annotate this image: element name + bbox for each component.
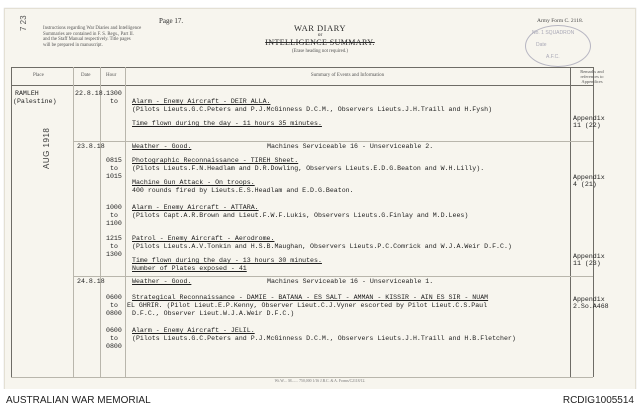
entry3-machines: Machines Serviceable 16 - Unserviceable 1.	[267, 278, 434, 285]
entry1-hour: 1300	[106, 90, 122, 97]
form-printer-line: Wt.W.... M....... 750,000 1/16 J.B.C. & A. Forms/C2118/12.	[274, 379, 366, 383]
stamp-line-2: Date	[536, 42, 547, 48]
entry3-hour2: 0600	[106, 327, 122, 334]
entry1-line3: Time flown during the day - 11 hours 35 minutes.	[132, 120, 322, 127]
entry2-line6: Alarm - Enemy Aircraft - ATTARA.	[132, 204, 259, 211]
col-rule-remarks	[570, 67, 571, 377]
col-header-date: Date	[81, 73, 91, 78]
squadron-stamp	[525, 25, 591, 67]
entry2-remark: Appendix 4 (21)	[573, 174, 605, 189]
margin-date-stamp: AUG 1918	[42, 127, 51, 169]
entry2-line2: Photographic Reconnaissance - TIREH Sheet.	[132, 157, 299, 164]
page-label: Page 17.	[159, 17, 184, 25]
entry1-remark: Appendix 11 (22)	[573, 115, 605, 130]
entry3-hour1-end: 0800	[106, 310, 122, 317]
footer-right-text: RCDIG1005514	[562, 395, 634, 406]
diary-subtitle: INTELLIGENCE SUMMARY.	[265, 38, 375, 47]
table-left-rule	[11, 67, 12, 377]
entry-divider-1	[73, 141, 593, 142]
entry2-remark2: Appendix 11 (23)	[573, 253, 605, 268]
entry2-line9: (Pilots Lieuts.A.V.Tonkin and H.S.B.Maughan, Observers Lieuts.P.C.Comrick and W.J.A.Weir D.F.C.)	[132, 243, 512, 250]
entry2-hour2-end: 1100	[106, 220, 122, 227]
instructions-line-2: Summaries are contained in F. S. Regs., Part II.	[43, 31, 134, 37]
col-header-hour: Hour	[106, 73, 117, 78]
col-header-remarks: Remarks and references to Appendices	[580, 69, 604, 84]
entry1-line2: (Pilots Lieuts.G.C.Peters and P.J.McGinness D.C.M., Observers Lieuts.J.H.Traill and H.Fysh)	[132, 106, 493, 113]
entry2-hour1-to: to	[110, 165, 118, 172]
army-form-label: Army Form C. 2118.	[537, 18, 584, 24]
col-rule-date	[73, 67, 74, 377]
footer-left-text: AUSTRALIAN WAR MEMORIAL	[6, 395, 151, 406]
entry3-line2: Strategical Reconnaissance - DAMIE - BATANA - ES SALT - AMMAN - KISSIR - AIN ES SIR - NUAM	[132, 294, 489, 301]
entry2-line4: Machine Gun Attack - On troops.	[132, 179, 255, 186]
entry2-hour2: 1000	[106, 204, 122, 211]
instructions-line-3: and the Staff Manual respectively. Title pages	[43, 37, 131, 43]
entry3-date: 24.8.18	[77, 278, 105, 285]
entry2-machines: Machines Serviceable 16 - Unserviceable 2.	[267, 143, 434, 150]
entry3-line4: D.F.C., Observer Lieut.W.J.A.Weir D.F.C.)	[132, 310, 295, 317]
entry2-line11: Number of Plates exposed - 41	[132, 265, 247, 272]
entry3-hour2-end: 0800	[106, 343, 122, 350]
entry3-weather: Weather - Good.	[132, 278, 192, 285]
table-right-rule	[593, 67, 594, 377]
entry1-line1: Alarm - Enemy Aircraft - DEIR ALLA.	[132, 98, 271, 105]
entry2-hour3-to: to	[110, 243, 118, 250]
entry-divider-2	[73, 276, 593, 277]
entry3-hour1-to: to	[110, 302, 118, 309]
table-top-rule	[11, 67, 593, 68]
title-or: or	[317, 32, 323, 38]
entry2-date: 23.8.18	[77, 143, 105, 150]
entry2-hour3: 1215	[106, 235, 122, 242]
place-region: (Palestine)	[13, 98, 57, 105]
entry2-hour2-to: to	[110, 212, 118, 219]
archive-footer	[0, 389, 640, 411]
entry3-line5: Alarm - Enemy Aircraft - JELIL.	[132, 327, 255, 334]
entry2-hour1: 0815	[106, 157, 122, 164]
entry2-line5: 400 rounds fired by Lieuts.E.S.Headlam and E.D.G.Beaton.	[132, 187, 354, 194]
stamp-line-1: No. 1 SQUADRON	[532, 30, 575, 36]
entry2-line10: Time flown during the day - 13 hours 30 minutes.	[132, 257, 322, 264]
col-header-place: Place	[33, 73, 44, 78]
entry1-date: 22.8.18.	[75, 90, 107, 97]
subtitle-note: (Erase heading not required.)	[292, 49, 348, 54]
entry3-hour1: 0600	[106, 294, 122, 301]
entry2-weather: Weather - Good.	[132, 143, 192, 150]
entry3-line6: (Pilots Lieuts.G.C.Peters and P.J.McGinness D.C.M., Observers Lieuts.J.H.Traill and H.B.Fletcher)	[132, 335, 516, 342]
diary-sheet	[4, 8, 636, 390]
entry2-line7: (Pilots Capt.A.R.Brown and Lieut.F.W.F.Lukis, Observers Lieuts.G.Finlay and M.D.Lees)	[132, 212, 469, 219]
instructions-line-4: will be prepared in manuscript.	[43, 42, 103, 48]
entry3-hour2-to: to	[110, 335, 118, 342]
table-bottom-rule	[11, 377, 593, 378]
entry2-line3: (Pilots Lieuts.F.N.Headlam and D.R.Dowling, Observers Lieuts.E.D.G.Beaton and W.H.Lilly).	[132, 165, 485, 172]
header-bottom-rule	[11, 85, 593, 86]
entry3-remark: Appendix 2.So.A468	[573, 296, 609, 311]
entry2-hour1-end: 1015	[106, 173, 122, 180]
entry2-hour3-end: 1300	[106, 251, 122, 258]
entry1-hour-to: to	[110, 98, 118, 105]
margin-page-number: 7 23	[19, 15, 28, 31]
entry3-line3: EL GHRIR. (Pilot Lieut.E.P.Kenny, Observer Lieut.C.J.Vyner escorted by Pilot Lieut.C.S.Paul	[127, 302, 488, 309]
col-rule-hour	[100, 67, 101, 377]
place-name: RAMLEH	[15, 90, 39, 97]
entry2-line8: Patrol - Enemy Aircraft - Aerodrome.	[132, 235, 275, 242]
diary-title: WAR DIARY	[294, 23, 346, 33]
col-rule-summary	[125, 67, 126, 377]
col-header-summary: Summary of Events and Information	[310, 73, 385, 78]
instructions-line-1: Instructions regarding War Diaries and Intelligence	[43, 26, 142, 31]
stamp-line-3: A.F.C.	[546, 54, 560, 60]
